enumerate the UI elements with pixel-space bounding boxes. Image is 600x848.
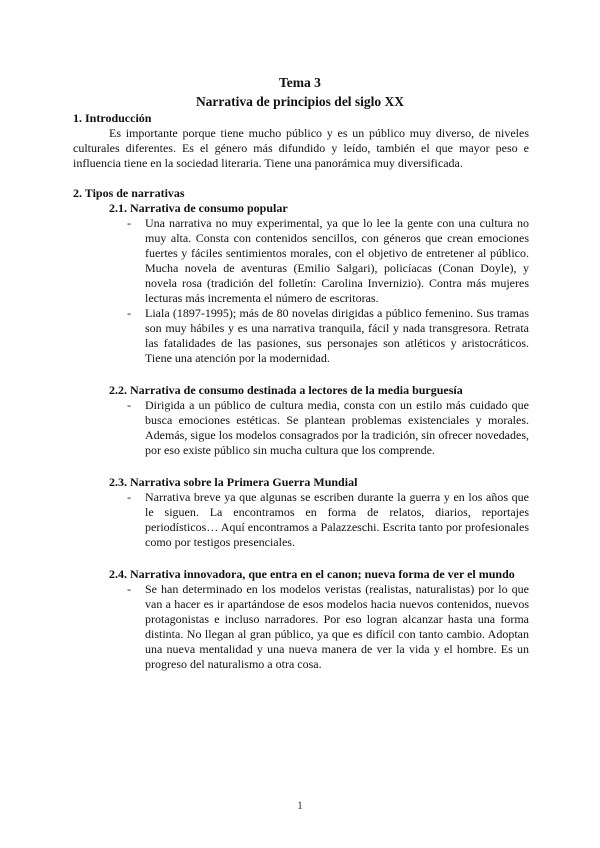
bullet-dash: - [127, 216, 131, 230]
list-item-text: Liala (1897-1995); más de 80 novelas dirigidas a público femenino. Sus tramas son muy hábiles y es una narrativa tranquila, fácil y nada transgresora. Retrata las fatalidades de las pasiones, sus personajes son atléticos y aristocráticos. Tiene una atención por la modernidad. [145, 306, 529, 365]
bullet-dash: - [127, 398, 131, 412]
spacer [73, 550, 529, 567]
list-item [127, 398, 529, 458]
list-item [127, 490, 529, 550]
page-number: 1 [297, 798, 303, 812]
section-heading-types: 2. Tipos de narrativas [73, 186, 185, 200]
bullet-dash: - [127, 582, 131, 596]
topic-heading: Tema 3 [279, 75, 321, 90]
list-item-text: Dirigida a un público de cultura media, consta con un estilo más cuidado que busca emociones estéticas. Se plantean problemas existenciales y morales. Además, sigue los modelos consagrados por la tradición, sin ofrecer novedades, por eso existe público sin mucha cultura que los comprende. [145, 398, 529, 457]
bullet-list-2-1 [73, 216, 529, 366]
spacer [73, 366, 529, 383]
subsection-heading-2-3: 2.3. Narrativa sobre la Primera Guerra Mundial [109, 475, 358, 489]
list-item [127, 216, 529, 306]
list-item-text: Se han determinado en los modelos veristas (realistas, naturalistas) por lo que van a hacer es ir apartándose de esos modelos hacia nuevos contenidos, nuevos protagonistas e incluso narradores. Por eso logran alcanzar hasta una forma distinta. No llegan al gran público, ya que es difícil con tanto cambio. Adoptan una nueva mentalidad y una nueva manera de ver la vida y el hombre. Es un progreso del naturalismo a otra cosa. [145, 582, 529, 671]
subsection-heading-2-4: 2.4. Narrativa innovadora, que entra en el canon; nueva forma de ver el mundo [109, 567, 515, 581]
list-item-text: Una narrativa no muy experimental, ya que lo lee la gente con una cultura no muy alta. Consta con contenidos sencillos, con géneros que crean emociones fuertes y fáciles sentimientos morales, con el objetivo de entretener al público. Mucha novela de aventuras (Emilio Salgari), policíacas (Conan Doyle), y novela rosa (tradición del folletín: Carolina Invernizio). Contra más mujeres lecturas más incrementa el número de escritoras. [145, 216, 529, 305]
bullet-dash: - [127, 490, 131, 504]
bullet-list-2-4 [73, 582, 529, 672]
section-heading-intro: 1. Introducción [73, 111, 152, 125]
list-item [127, 582, 529, 672]
page-title: Narrativa de principios del siglo XX [195, 94, 405, 109]
title-block [0, 73, 600, 111]
intro-paragraph: Es importante porque tiene mucho público y es un público muy diverso, de niveles culturales diferentes. Es el género más difundido y leído, también el que mayor peso e influencia tiene en la sociedad literaria. Tiene una panorámica muy diversificada. [73, 126, 529, 170]
list-item-text: Narrativa breve ya que algunas se escriben durante la guerra y en los años que le siguen. La encontramos en forma de relatos, diarios, reportajes periodísticos… Aquí encontramos a Palazzeschi. Escrita tanto por profesionales como por testigos presenciales. [145, 490, 529, 549]
bullet-list-2-2 [73, 398, 529, 458]
document-body [73, 111, 529, 672]
spacer [73, 458, 529, 475]
subsection-heading-2-1: 2.1. Narrativa de consumo popular [109, 201, 288, 215]
bullet-dash: - [127, 306, 131, 320]
spacer [73, 171, 529, 186]
subsection-heading-2-2: 2.2. Narrativa de consumo destinada a lectores de la media burguesía [109, 383, 463, 397]
bullet-list-2-3 [73, 490, 529, 550]
list-item [127, 306, 529, 366]
